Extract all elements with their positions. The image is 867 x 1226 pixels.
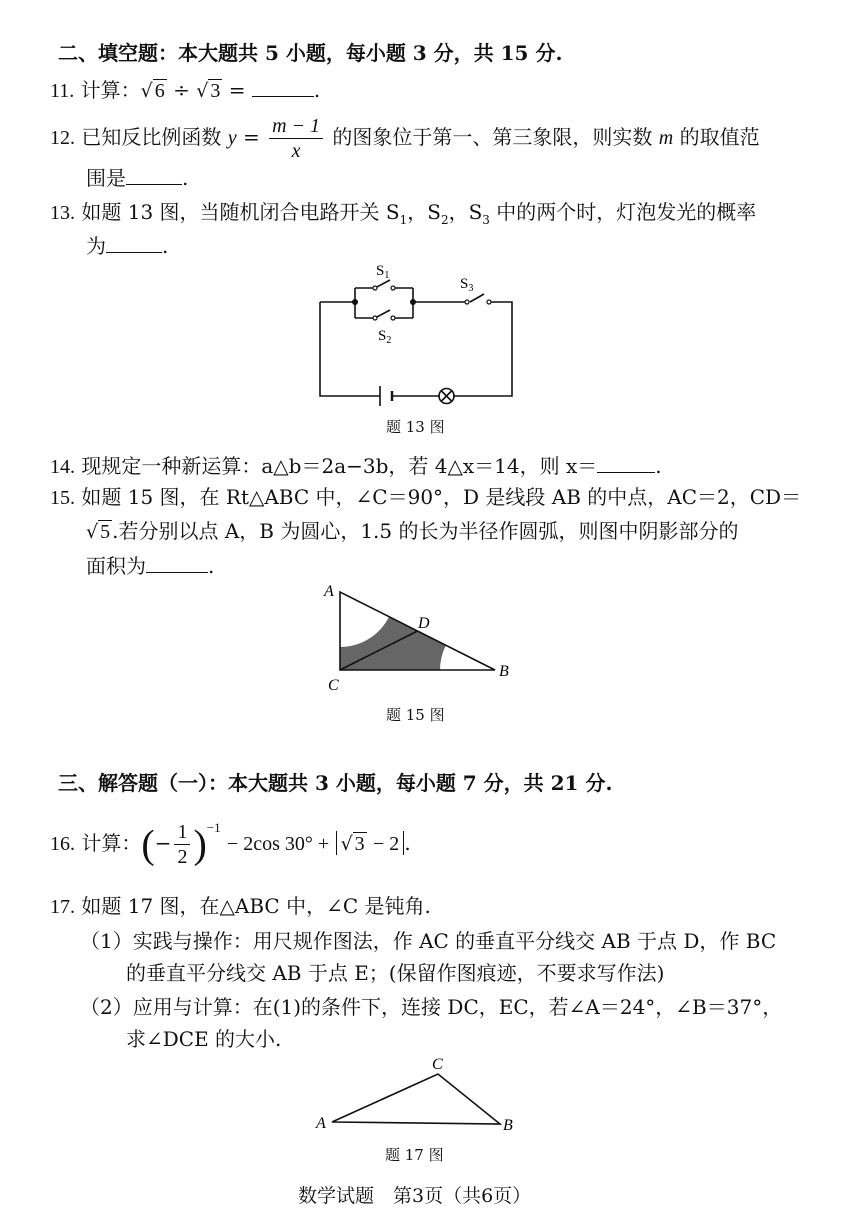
question-text: 中的两个时，灯泡发光的概率 bbox=[489, 200, 757, 224]
question-text: 围是 bbox=[86, 166, 126, 190]
question-number: 11. bbox=[50, 80, 75, 102]
question-text: .若分别以点 A，B 为圆心，1.5 的长为半径作圆弧，则图中阴影部分的 bbox=[112, 519, 739, 543]
section-2-title: 二、填空题：本大题共 5 小题，每小题 3 分，共 15 分. bbox=[58, 41, 563, 65]
equals-sign: = bbox=[228, 78, 246, 102]
sqrt-operand: 3 bbox=[210, 80, 221, 102]
period: . bbox=[182, 166, 189, 190]
subscript: 1 bbox=[399, 213, 408, 227]
question-number: 13. bbox=[50, 202, 75, 224]
var-m: m bbox=[658, 127, 674, 149]
question-text: 计算： bbox=[80, 78, 141, 102]
question-number: 16. bbox=[50, 833, 75, 855]
question-15 bbox=[50, 484, 801, 511]
triangle-abc bbox=[332, 1074, 500, 1124]
expression: − 2cos 30° + bbox=[226, 833, 330, 855]
fraction bbox=[269, 114, 323, 163]
denominator: 2 bbox=[177, 846, 188, 868]
question-number: 12. bbox=[50, 127, 75, 149]
answer-blank[interactable] bbox=[126, 164, 182, 185]
question-13 bbox=[50, 199, 756, 233]
question-text: ，S bbox=[448, 200, 483, 224]
divide-sign: ÷ bbox=[173, 78, 190, 102]
sqrt-operand: 6 bbox=[154, 80, 165, 102]
switch-s3-blade bbox=[470, 294, 484, 302]
question-11: 11. 计算：√ 6 ÷ √ 3 = . bbox=[50, 78, 321, 102]
sqrt-operand: 3 bbox=[354, 833, 365, 855]
figure-17-caption: 题 17 图 bbox=[385, 1146, 444, 1164]
figure-13-caption: 题 13 图 bbox=[386, 418, 445, 436]
subscript: 3 bbox=[482, 213, 490, 227]
question-17 bbox=[50, 893, 431, 920]
period: . bbox=[208, 554, 215, 578]
period: . bbox=[404, 831, 411, 855]
figure-15-caption: 题 15 图 bbox=[386, 706, 445, 724]
question-15-line3 bbox=[86, 552, 214, 579]
label-d: D bbox=[418, 615, 430, 632]
label-b: B bbox=[503, 1117, 513, 1134]
period: . bbox=[162, 234, 169, 258]
question-text: 计算： bbox=[81, 831, 142, 855]
label-b: B bbox=[499, 663, 509, 680]
section-3-title: 三、解答题（一）：本大题共 3 小题，每小题 7 分，共 21 分. bbox=[58, 771, 613, 795]
question-number: 15. bbox=[50, 487, 75, 509]
question-text: 为 bbox=[86, 234, 106, 258]
numerator: 1 bbox=[174, 820, 190, 845]
period: . bbox=[655, 454, 662, 478]
label-s2: $S_2$ bbox=[378, 328, 392, 346]
page-footer: 数学试题 第3页（共6页） bbox=[298, 1185, 532, 1207]
expression: − 2 bbox=[373, 833, 400, 855]
triangle-17-figure bbox=[310, 1052, 530, 1136]
question-13-line2 bbox=[86, 232, 168, 259]
absolute-value: √ 3 − 2 bbox=[336, 831, 405, 855]
junction-dot bbox=[352, 299, 358, 305]
exponent: −1 bbox=[206, 820, 221, 835]
denominator: x bbox=[291, 140, 301, 162]
period: . bbox=[313, 78, 321, 102]
question-text: ，S bbox=[407, 200, 441, 224]
question-17-part1-line2: 的垂直平分线交 AB 于点 E；(保留作图痕迹，不要求写作法) bbox=[126, 961, 665, 985]
junction-dot bbox=[410, 299, 416, 305]
label-a: A bbox=[324, 583, 334, 600]
triangle-15-figure bbox=[318, 580, 518, 692]
answer-blank[interactable] bbox=[106, 232, 162, 253]
question-text: 如题 13 图，当随机闭合电路开关 S bbox=[81, 200, 400, 224]
equals-sign: = bbox=[242, 125, 260, 149]
question-text: 现规定一种新运算：a△b＝2a−3b，若 4△x＝14，则 x＝ bbox=[81, 454, 598, 478]
label-a: A bbox=[316, 1115, 326, 1132]
answer-blank[interactable] bbox=[252, 76, 314, 97]
question-text: 的取值范 bbox=[679, 125, 760, 149]
numerator: m − 1 bbox=[269, 114, 323, 139]
label-s3: $S_3$ bbox=[460, 276, 474, 294]
question-12-line2 bbox=[86, 164, 188, 191]
question-text: 如题 15 图，在 Rt△ABC 中，∠C＝90°，D 是线段 AB 的中点，AC＝2，CD＝ bbox=[81, 485, 802, 509]
question-number: 14. bbox=[50, 456, 75, 478]
answer-blank[interactable] bbox=[146, 552, 208, 573]
question-15-line2: √ 5 .若分别以点 A，B 为圆心，1.5 的长为半径作圆弧，则图中阴影部分的 bbox=[86, 519, 739, 543]
sqrt-operand: 5 bbox=[100, 521, 111, 543]
subscript: 2 bbox=[440, 213, 449, 227]
question-12 bbox=[50, 112, 760, 163]
label-c: C bbox=[328, 677, 339, 692]
question-17-part2: （2）应用与计算：在(1)的条件下，连接 DC，EC，若∠A＝24°，∠B＝37°， bbox=[80, 995, 783, 1019]
minus-sign: − bbox=[154, 831, 172, 855]
question-16: 16. 计算：(− $\frac{1}{2}$ )$^{-1}$ − 2cos 30° + √ 3 − 2 . bbox=[50, 820, 411, 868]
fraction bbox=[174, 820, 190, 869]
question-17-part2-line2: 求∠DCE 的大小. bbox=[126, 1027, 282, 1051]
question-text: 的图象位于第一、第三象限，则实数 bbox=[332, 125, 653, 149]
question-text: 面积为 bbox=[86, 554, 146, 578]
label-s1: $S_1$ bbox=[376, 263, 390, 281]
var-y: y bbox=[227, 127, 237, 149]
question-17-part1: （1）实践与操作：用尺规作图法，作 AC 的垂直平分线交 AB 于点 D，作 BC bbox=[80, 929, 777, 953]
circuit-diagram bbox=[300, 258, 540, 408]
answer-blank[interactable] bbox=[597, 452, 655, 473]
question-text: 已知反比例函数 bbox=[81, 125, 222, 149]
question-text: 如题 17 图，在△ABC 中，∠C 是钝角. bbox=[81, 894, 431, 918]
label-c: C bbox=[432, 1056, 443, 1073]
question-number: 17. bbox=[50, 896, 75, 918]
question-14 bbox=[50, 452, 662, 480]
